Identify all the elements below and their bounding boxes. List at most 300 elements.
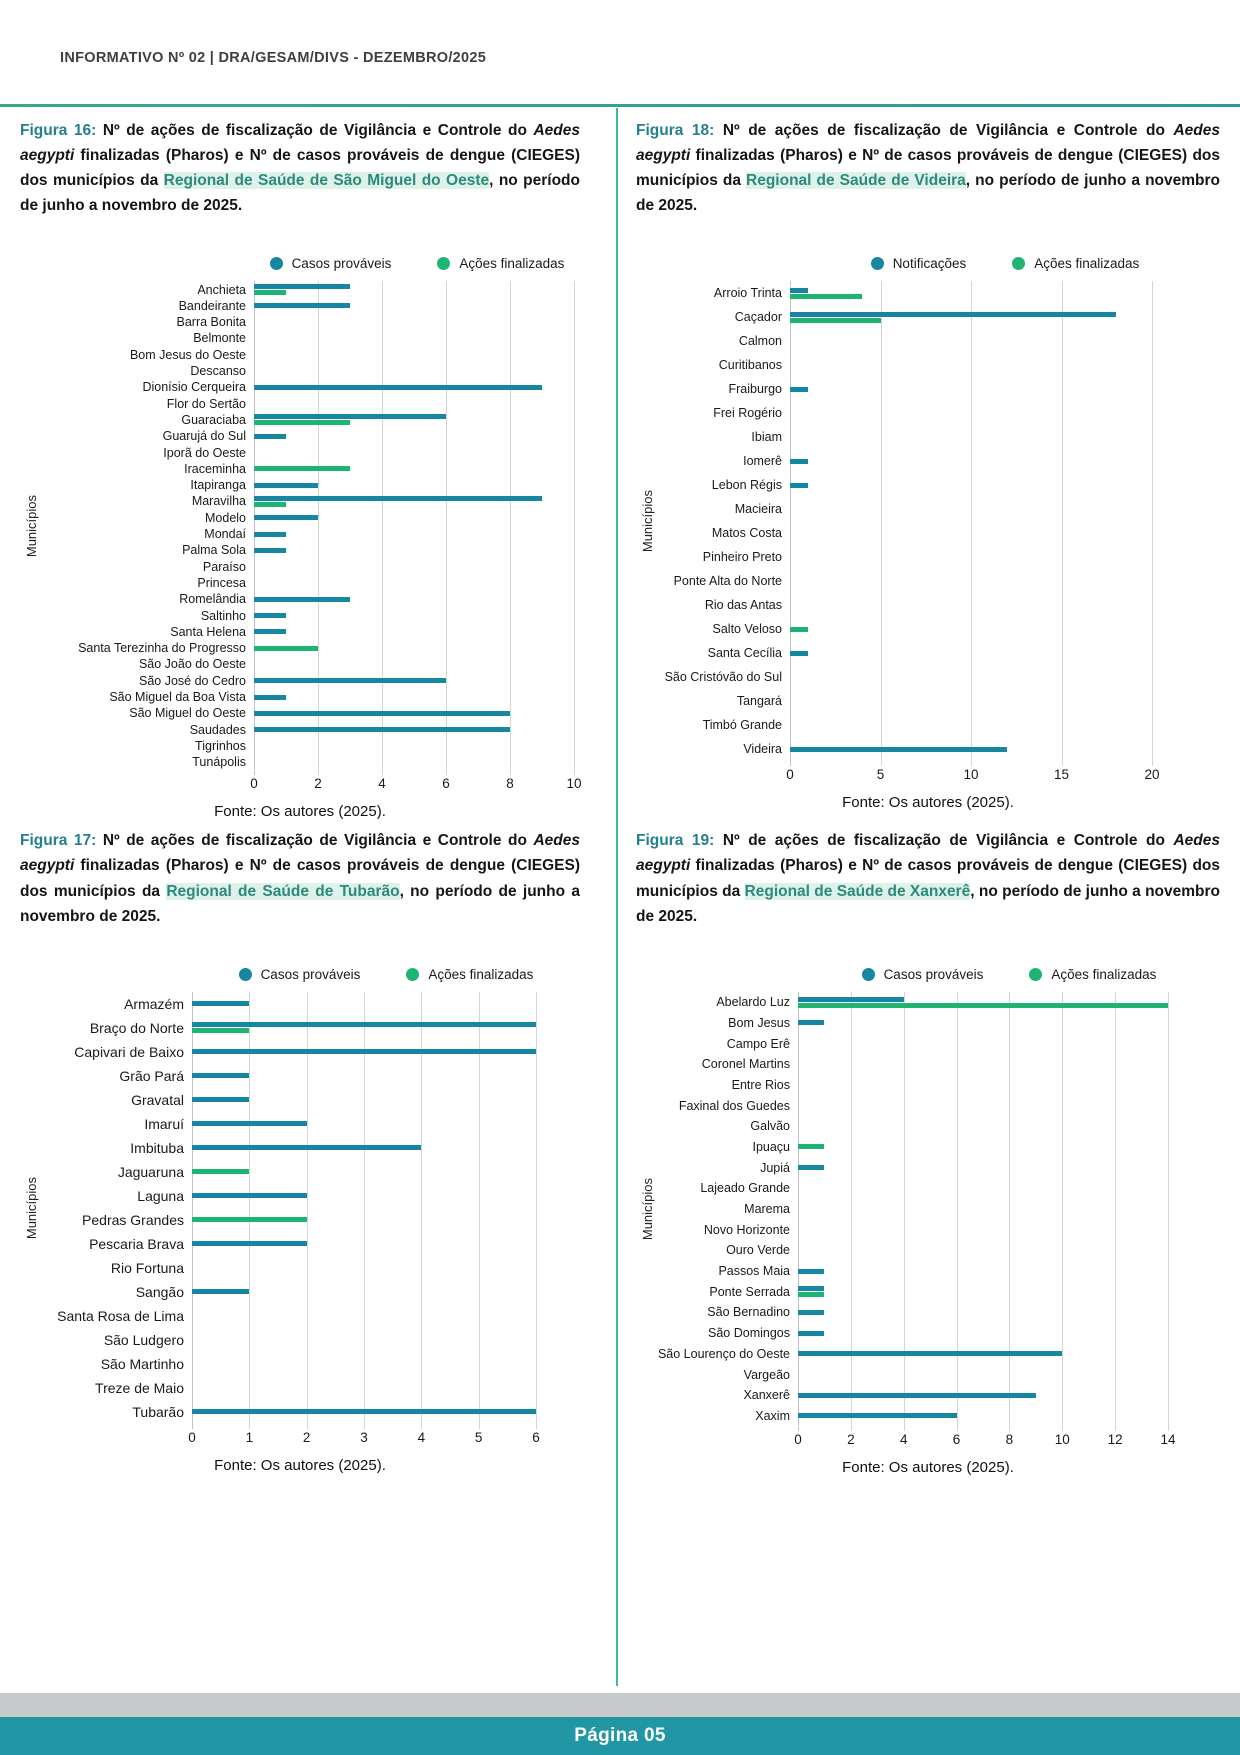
figure-label: Figura 18: [636,122,715,139]
chart-row [790,305,1152,329]
bar-series-1 [192,1022,536,1027]
category-label: Rio das Antas [704,598,782,613]
figure-19-caption [636,828,1220,928]
figure-17-section [20,828,580,1476]
gridline [574,281,575,775]
bar-series-1 [192,1145,421,1150]
chart-row [192,992,536,1016]
caption-text: , no período de junho a novembro de 2025. [20,172,580,215]
chart-legend [636,967,1220,982]
chart-row [798,1033,1168,1054]
chart-row [254,721,574,737]
x-tick-label: 14 [1160,1432,1176,1448]
chart-row [790,569,1152,593]
category-label: Xanxerê [743,1388,790,1403]
bar-series-1 [798,1310,824,1315]
bar-series-1 [254,515,318,520]
caption-text: Nº de ações de fiscalização de Vigilância e Controle do [96,122,534,139]
legend-item [1029,967,1156,982]
x-axis [794,1430,1176,1450]
category-label: Sangão [135,1283,184,1300]
x-axis [250,774,582,794]
chart-row [254,575,574,591]
plot-area [790,281,1152,761]
chart-row [790,425,1152,449]
chart-row [192,1112,536,1136]
category-label: Santa Cecília [707,646,782,661]
category-label: São Ludgero [103,1331,184,1348]
category-label: Fraiburgo [728,382,782,397]
category-label: Maravilha [191,494,246,509]
chart-row [254,558,574,574]
caption-italic: Aedes aegypti [20,122,580,165]
legend-item [406,967,533,982]
bar-series-1 [790,747,1007,752]
category-label: Timbó Grande [702,718,782,733]
y-axis-title [636,281,658,761]
category-label: São Miguel da Boa Vista [109,690,246,704]
legend-item [239,967,361,982]
plot-area [254,281,574,770]
legend-label: Ações finalizadas [428,966,534,982]
category-label: Faxinal dos Guedes [678,1098,790,1113]
category-label: Santa Helena [170,624,246,639]
chart-legend [20,256,580,271]
bar-series-1 [798,1413,957,1418]
x-tick-label: 0 [786,767,794,783]
bar-series-1 [790,387,808,392]
legend-dot [239,968,252,981]
bar-series-1 [798,1351,1062,1356]
x-tick-label: 0 [794,1432,802,1448]
category-label: Pedras Grandes [82,1211,184,1228]
chart-row [254,461,574,477]
caption-italic: Aedes aegypti [636,832,1220,875]
chart-row [254,314,574,330]
figure-label: Figura 19: [636,832,715,850]
legend-item [1012,256,1139,271]
category-label: Descanso [190,364,246,379]
category-label: Passos Maia [718,1264,790,1279]
plot-area [192,992,536,1424]
x-tick-label: 4 [899,1432,908,1448]
x-tick-label: 10 [1054,1432,1070,1448]
bar-series-1 [192,1121,307,1126]
x-tick-label: 10 [963,767,979,783]
caption-region-highlight: Regional de Saúde de Tubarão [166,882,400,900]
category-label: São Cristóvão do Sul [664,670,782,685]
chart-row [254,754,574,770]
category-label: Imbituba [130,1139,184,1156]
bar-series-1 [790,483,808,488]
category-label: Imaruí [144,1115,184,1132]
category-label: Macieira [734,502,782,517]
chart-row [254,477,574,493]
category-label: Entre Rios [731,1077,790,1092]
category-label: Campo Erê [726,1036,790,1051]
category-label: Rio Fortuna [110,1259,184,1276]
x-tick-label: 5 [876,767,885,783]
chart-row [254,330,574,346]
x-tick-label: 5 [474,1429,483,1445]
chart-row [790,329,1152,353]
category-label: Treze de Maio [95,1379,184,1396]
chart-row [798,1012,1168,1033]
chart-legend [636,256,1220,271]
chart-row [192,1400,536,1424]
category-label: Novo Horizonte [703,1222,790,1237]
category-label: Videira [743,742,782,757]
legend-dot [1029,968,1042,981]
chart-row [254,607,574,623]
legend-label: Ações finalizadas [1034,256,1140,272]
caption-region-highlight: Regional de Saúde de Xanxerê [744,882,971,900]
y-axis-title [20,992,42,1424]
chart-body [20,281,580,770]
bar-series-1 [254,548,286,553]
x-tick-label: 8 [506,776,514,792]
category-label: Pescaria Brava [89,1235,184,1252]
chart-row [790,497,1152,521]
figure-label: Figura 16: [20,122,97,139]
chart-row [790,545,1152,569]
x-tick-label: 6 [952,1432,961,1448]
chart-row [790,713,1152,737]
chart-row [798,1323,1168,1344]
figure-19-section [636,828,1220,1476]
bar-series-1 [798,1286,824,1291]
legend-label: Casos prováveis [260,966,361,982]
chart-row [254,444,574,460]
category-label: Lajeado Grande [700,1181,790,1196]
category-label: Braço do Norte [89,1019,184,1036]
chart-row [790,401,1152,425]
legend-dot [406,968,419,981]
category-label: São Miguel do Oeste [129,706,246,721]
category-label: Curitibanos [718,358,782,373]
legend-label: Casos prováveis [883,966,984,982]
bar-series-2 [254,646,318,651]
bar-series-2 [192,1217,307,1222]
bar-series-2 [254,420,350,425]
chart-row [798,1095,1168,1116]
bar-series-1 [254,434,286,439]
chart-row [790,737,1152,761]
x-tick-label: 8 [1005,1432,1014,1448]
bar-series-2 [254,290,286,295]
category-labels [658,281,790,761]
bar-series-1 [798,1020,824,1025]
chart-row [254,363,574,379]
legend-dot [871,257,884,270]
category-label: Santa Terezinha do Progresso [78,641,246,656]
caption-text: Nº de ações de fiscalização de Vigilância e Controle do [714,122,1174,139]
chart-row [192,1088,536,1112]
bar-series-1 [254,678,446,683]
category-label: Tubarão [132,1403,184,1420]
chart-row [798,1054,1168,1075]
category-label: Ponte Alta do Norte [673,574,782,589]
chart-row [798,1406,1168,1427]
chart-row [192,1232,536,1256]
bar-series-1 [192,1049,536,1054]
caption-text: finalizadas (Pharos) e Nº de casos prováveis de dengue (CIEGES) dos municípios da [636,857,1220,900]
chart-row [790,665,1152,689]
x-tick-label: 1 [245,1429,254,1445]
bar-series-2 [790,294,862,299]
gridline [1168,992,1169,1431]
category-label: Caçador [734,310,782,325]
caption-text: Nº de ações de fiscalização de Vigilância e Controle do [96,832,534,850]
category-label: Jupiá [760,1160,790,1175]
category-label: Bom Jesus [728,1015,790,1030]
category-label: Grão Pará [119,1067,184,1084]
chart-row [192,1016,536,1040]
bar-series-1 [790,459,808,464]
x-axis [188,1428,540,1448]
chart-row [254,689,574,705]
chart-row [192,1256,536,1280]
bar-series-2 [192,1028,249,1033]
category-label: Capivari de Baixo [74,1043,184,1060]
category-label: Modelo [205,510,246,525]
bar-series-1 [192,1097,249,1102]
category-label: Tunápolis [192,755,246,770]
y-axis-title-text: Municípios [23,494,39,557]
x-tick-label: 12 [1107,1432,1123,1448]
chart-row [790,473,1152,497]
category-label: Belmonte [193,331,246,346]
page-header-title: INFORMATIVO Nº 02 | DRA/GESAM/DIVS - DEZEMBRO/2025 [60,50,487,66]
caption-text: , no período de junho a novembro de 2025. [636,882,1220,925]
chart-row [798,1240,1168,1261]
caption-text: finalizadas (Pharos) e Nº de casos prováveis de dengue (CIEGES) dos municípios da [636,147,1220,190]
chart-row [798,1178,1168,1199]
x-tick-label: 20 [1144,767,1160,783]
bar-series-1 [254,727,510,732]
category-label: Frei Rogério [713,406,782,421]
chart-row [798,1075,1168,1096]
bar-series-1 [254,613,286,618]
figure-label: Figura 17: [20,832,97,850]
figure-16-caption [20,118,580,218]
chart-row [192,1136,536,1160]
x-tick-label: 6 [442,776,450,792]
chart-row [192,1184,536,1208]
y-axis-title-text: Municípios [639,490,655,553]
chart-row [798,1116,1168,1137]
chart-row [790,377,1152,401]
legend-item [871,256,967,271]
chart-legend [20,967,580,982]
x-tick-label: 2 [314,776,322,792]
chart-row [254,428,574,444]
category-label: Saltinho [200,608,246,623]
chart-row [254,542,574,558]
category-label: Guaraciaba [181,412,246,427]
figure-18-caption [636,118,1220,218]
category-label: Dionísio Cerqueira [142,380,246,395]
x-tick-label: 6 [532,1429,540,1445]
category-label: Arroio Trinta [713,286,782,301]
category-label: Marema [744,1202,790,1216]
caption-text: , no período de junho a novembro de 2025. [636,172,1221,215]
bar-series-1 [790,312,1116,317]
x-tick-label: 4 [417,1429,426,1445]
category-label: Calmon [738,334,782,349]
bar-series-1 [192,1241,307,1246]
category-label: Tigrinhos [195,738,246,753]
category-label: Vargeão [743,1367,790,1382]
category-label: São Lourenço do Oeste [657,1346,790,1361]
category-labels [42,992,192,1424]
chart-body [20,992,580,1424]
bar-series-1 [254,385,542,390]
chart-row [798,1219,1168,1240]
category-label: Ibiam [751,430,782,445]
caption-region-highlight: Regional de Saúde de Videira [746,172,966,190]
category-label: São João do Oeste [138,657,246,672]
chart-row [192,1280,536,1304]
category-label: Tangará [736,694,782,709]
category-label: Ponte Serrada [709,1284,790,1299]
caption-text: finalizadas (Pharos) e Nº de casos prováveis de dengue (CIEGES) dos municípios da [20,857,580,900]
bar-series-2 [798,1292,824,1297]
chart-row [254,493,574,509]
bar-series-1 [192,1409,536,1414]
chart-row [254,640,574,656]
category-label: São Domingos [708,1326,790,1341]
legend-dot [270,257,283,270]
category-label: Abelardo Luz [716,995,790,1010]
category-label: São José do Cedro [138,673,246,688]
figure-18-chart [636,256,1220,811]
category-label: Lebon Régis [711,478,782,493]
category-label: Ouro Verde [726,1243,790,1258]
footer-band [0,1717,1240,1755]
category-label: Mondaí [204,527,246,542]
category-label: Bom Jesus do Oeste [129,347,246,362]
chart-row [790,641,1152,665]
bar-series-1 [798,1165,824,1170]
chart-row [798,1302,1168,1323]
category-label: Salto Veloso [712,622,782,637]
category-label: Bandeirante [178,298,246,313]
chart-row [254,412,574,428]
category-label: Coronel Martins [701,1057,790,1072]
x-tick-label: 3 [360,1429,368,1445]
caption-italic: Aedes aegypti [636,122,1220,165]
chart-row [254,705,574,721]
category-label: Ipuaçu [752,1139,790,1154]
category-label: Itapiranga [190,478,246,493]
bar-series-2 [254,466,350,471]
chart-row [254,673,574,689]
bar-series-1 [254,629,286,634]
legend-dot [437,257,450,270]
chart-row [798,1157,1168,1178]
source-note: Fonte: Os autores (2025). [842,1459,1014,1477]
y-axis-title-text: Municípios [639,1177,655,1241]
chart-row [254,656,574,672]
caption-text: , no período de junho a novembro de 2025. [20,882,580,925]
chart-row [254,281,574,297]
source-note: Fonte: Os autores (2025). [214,803,386,821]
category-label: Saudades [189,722,246,737]
category-label: Matos Costa [711,526,782,541]
category-label: Anchieta [197,282,246,297]
category-label: Armazém [124,995,184,1012]
x-tick-label: 15 [1053,767,1070,783]
chart-row [790,353,1152,377]
y-axis-title [636,992,658,1426]
category-label: Barra Bonita [176,315,246,330]
top-rule [0,104,1240,107]
bar-series-1 [254,597,350,602]
chart-row [192,1352,536,1376]
bar-series-1 [192,1001,249,1006]
chart-row [798,1385,1168,1406]
chart-row [192,1304,536,1328]
chart-row [192,1064,536,1088]
chart-row [254,738,574,754]
bar-series-1 [798,1269,824,1274]
legend-dot [1012,257,1025,270]
x-tick-label: 2 [847,1432,855,1448]
category-label: Paraíso [202,559,246,574]
bar-series-1 [192,1073,249,1078]
chart-row [798,1137,1168,1158]
legend-item [270,256,392,271]
x-tick-label: 4 [378,776,386,792]
category-label: Xaxim [755,1408,790,1423]
bar-series-1 [254,532,286,537]
category-label: Princesa [197,575,246,590]
chart-row [790,617,1152,641]
chart-row [798,1261,1168,1282]
chart-row [192,1328,536,1352]
category-label: São Bernadino [707,1305,790,1320]
category-label: Iomerê [743,454,782,469]
chart-row [798,1199,1168,1220]
chart-row [254,379,574,395]
caption-italic: Aedes aegypti [20,832,580,875]
category-label: Flor do Sertão [166,396,246,411]
bar-series-1 [254,303,350,308]
bar-series-1 [254,711,510,716]
bar-series-1 [790,288,808,293]
legend-item [862,967,984,982]
legend-item [437,256,564,271]
legend-label: Casos prováveis [291,256,392,272]
bar-series-2 [790,318,881,323]
category-label: São Martinho [100,1355,184,1372]
figure-18-section [636,118,1220,820]
chart-row [192,1376,536,1400]
figure-17-chart [20,967,580,1474]
chart-row [192,1040,536,1064]
bar-series-1 [254,414,446,419]
bar-series-1 [254,284,350,289]
chart-row [192,1160,536,1184]
legend-dot [862,968,875,981]
category-label: Iporã do Oeste [163,445,246,460]
category-label: Galvão [750,1119,790,1134]
chart-row [254,396,574,412]
chart-row [254,298,574,314]
bar-series-1 [254,496,542,501]
bar-series-1 [798,997,904,1002]
